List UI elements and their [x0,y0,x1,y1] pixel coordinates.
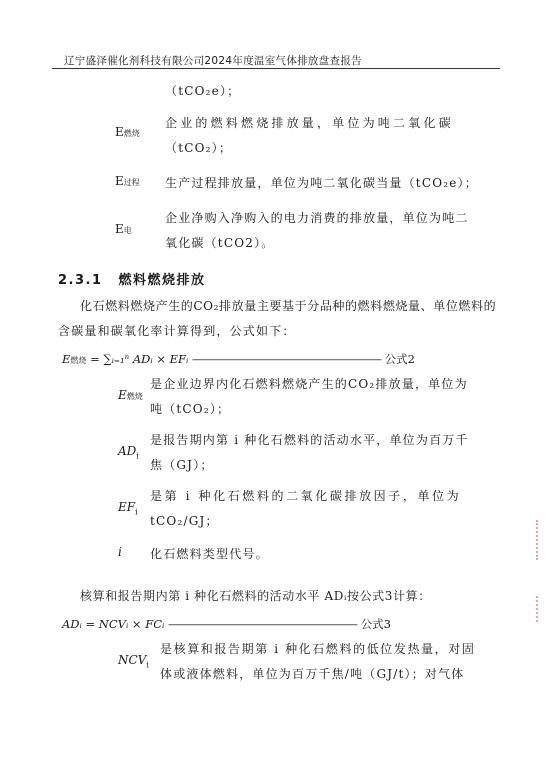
symbol-e-combustion: E燃烧 [115,125,140,139]
paragraph-line: 含碳量和碳氧化率计算得到，公式如下： [58,324,296,338]
formula-rhs: = ∑ᵢ₌₁ⁿ ADᵢ × EFᵢ [90,352,189,366]
formula-dashes: —————————————————— [192,352,382,366]
section-heading [58,269,206,288]
stamp-mark [536,520,546,560]
symbol-i: i [118,545,122,559]
formula-label: 公式3 [360,617,391,631]
section-number: 2.3.1 [58,273,103,288]
formula-3 [62,616,391,632]
symbol-ef-i: $EF_i$ [118,500,138,517]
def-line: 氧化碳（tCO2）。 [165,236,275,250]
header-rule [52,68,500,69]
def-line: 是第 i 种化石燃料的二氧化碳排放因子，单位为 [150,489,462,503]
symbol-e-process: E过程 [115,174,140,188]
symbol-e-combustion: E燃烧 [118,388,143,402]
def-line: 是企业边界内化石燃料燃烧产生的CO₂排放量，单位为 [150,377,468,391]
def-line: （tCO₂e）； [165,84,241,98]
def-line: 化石燃料类型代号。 [150,547,269,561]
section-title: 燃料燃烧排放 [118,273,206,288]
symbol-e-electricity: E电 [115,222,132,236]
formula-dashes: —————————————————— [167,617,357,631]
report-header: 辽宁盛泽催化剂科技有限公司2024年度温室气体排放盘查报告 [64,55,362,67]
stamp-mark [536,596,546,622]
paragraph-line: 核算和报告期内第 i 种化石燃料的活动水平 ADᵢ按公式3计算： [80,589,431,603]
formula-lhs: ADᵢ = NCVᵢ × FCᵢ [62,617,165,631]
def-line: 体或液体燃料，单位为百万千焦/吨（GJ/t）；对气体 [160,667,465,681]
def-line: 企业净购入净购入的电力消费的排放量，单位为吨二 [165,211,469,225]
symbol-ncv-i: $NCV_i$ [118,653,149,670]
def-line: tCO₂/GJ； [150,514,219,528]
formula-2: E燃烧 = ∑ᵢ₌₁ⁿ ADᵢ × EFᵢ —————————————————— 公式2 [62,352,415,366]
def-line: 生产过程排放量，单位为吨二氧化碳当量（tCO₂e）； [165,176,478,190]
def-line: 企业的燃料燃烧排放量，单位为吨二氧化碳 [165,116,454,130]
def-line: 焦（GJ）； [150,458,214,472]
def-line: 吨（tCO₂）； [150,402,231,416]
paragraph-line: 化石燃料燃烧产生的CO₂排放量主要基于分品种的燃料燃烧量、单位燃料的 [80,299,497,313]
def-line: （tCO₂）； [165,141,233,155]
def-line: 是报告期内第 i 种化石燃料的活动水平，单位为百万千 [150,433,469,447]
formula-label: 公式2 [384,352,415,366]
def-line: 是核算和报告期第 i 种化石燃料的低位发热量，对固 [160,642,476,656]
symbol-ad-i: $AD_i$ [118,444,139,461]
